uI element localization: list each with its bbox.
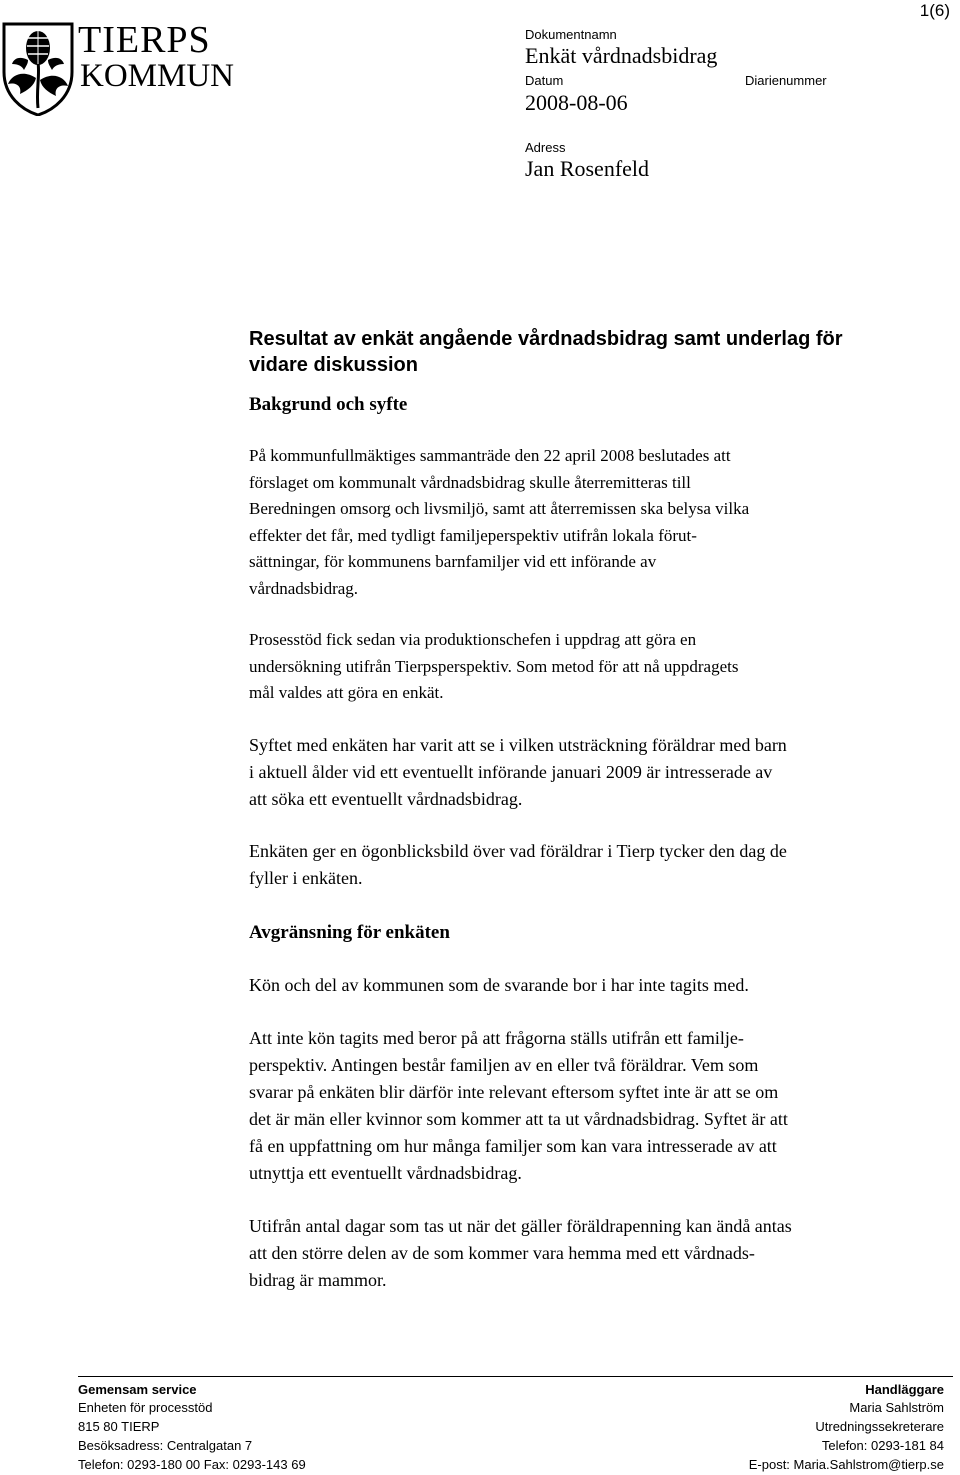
date-value: 2008-08-06 (525, 90, 628, 115)
paragraph-gender-area (249, 972, 954, 999)
footer-visiting-address: Besöksadress: Centralgatan 7 (78, 1438, 253, 1453)
footer-handler-email[interactable]: E-post: Maria.Sahlstrom@tierp.se (748, 1457, 944, 1472)
title-line: vidare diskussion (249, 354, 418, 376)
paragraph-parental-leave (249, 1213, 954, 1294)
coat-of-arms-icon (0, 20, 76, 116)
text-line: effekter det får, med tydligt familjeperspektiv utifrån lokala förut- (249, 525, 697, 545)
text-line: sättningar, för kommunens barnfamiljer vid ett införande av (249, 552, 657, 571)
address-label: Adress (525, 140, 566, 155)
logo-text-line2: KOMMUN (80, 58, 235, 94)
text-line: bidrag är mammor. (249, 1269, 387, 1290)
page-number: 1(6) (919, 1, 950, 20)
footer-org-name: Gemensam service (78, 1382, 197, 1397)
text-line: få en uppfattning om hur många familjer som kan vara intresserade av att (249, 1135, 777, 1156)
text-line: vårdnadsbidrag. (249, 578, 359, 598)
footer-unit: Enheten för processtöd (78, 1400, 213, 1415)
doc-name: Enkät vårdnadsbidrag (525, 43, 718, 68)
reg-number-label: Diarienummer (745, 73, 827, 88)
text-line: Utifrån antal dagar som tas ut när det gäller föräldrapenning kan ändå antas (249, 1215, 792, 1236)
text-line: fyller i enkäten. (249, 867, 363, 888)
footer-postal-address: 815 80 TIERP (78, 1419, 160, 1434)
text-line: utnyttja ett eventuellt vårdnadsbidrag. (249, 1162, 522, 1183)
text-line: Beredningen omsorg och livsmiljö, samt att återremissen ska belysa vilka (249, 499, 750, 518)
text-line: På kommunfullmäktiges sammanträde den 22 april 2008 beslutades att (249, 446, 731, 465)
address-value: Jan Rosenfeld (525, 156, 650, 181)
paragraph-process-support (249, 627, 954, 707)
text-line: att den större delen av de som kommer vara hemma med ett vårdnads- (249, 1242, 755, 1263)
text-line: svarar på enkäten blir därför inte relevant eftersom syftet inte är att se om (249, 1081, 779, 1102)
document-body (249, 326, 954, 1294)
text-line: att söka ett eventuellt vårdnadsbidrag. (249, 788, 523, 809)
text-line: mål valdes att göra en enkät. (249, 683, 444, 702)
text-line: Enkäten ger en ögonblicksbild över vad föräldrar i Tierp tycker den dag de (249, 840, 787, 861)
paragraph-snapshot (249, 838, 954, 892)
text-line: förslaget om kommunalt vårdnadsbidrag skulle återremitteras till (249, 472, 691, 492)
paragraph-background (249, 443, 954, 602)
footer-phone-fax: Telefon: 0293-180 00 Fax: 0293-143 69 (78, 1457, 306, 1472)
footer-handler-label: Handläggare (865, 1382, 944, 1397)
footer-handler-title: Utredningssekreterare (815, 1419, 944, 1434)
section-heading-background: Bakgrund och syfte (249, 394, 408, 415)
text-line: Prosesstöd fick sedan via produktionschefen i uppdrag att göra en (249, 630, 697, 649)
paragraph-purpose (249, 732, 954, 813)
doc-name-label: Dokumentnamn (525, 27, 617, 42)
date-label: Datum (525, 73, 564, 88)
title-line: Resultat av enkät angående vårdnadsbidrag samt underlag för (249, 328, 843, 350)
section-heading-delimitation: Avgränsning för enkäten (249, 921, 450, 943)
text-line: Kön och del av kommunen som de svarande bor i har inte tagits med. (249, 974, 749, 995)
document-title (249, 326, 954, 378)
logo-text-line1: TIERPS (78, 19, 211, 61)
text-line: Syftet med enkäten har varit att se i vilken utsträckning föräldrar med barn (249, 734, 787, 755)
footer-handler-name: Maria Sahlström (849, 1400, 944, 1415)
text-line: i aktuell ålder vid ett eventuellt införande januari 2009 är intresserade av (249, 761, 773, 782)
text-line: det är män eller kvinnor som kommer att ta ut vårdnadsbidrag. Syftet är att (249, 1108, 788, 1129)
footer-handler-phone: Telefon: 0293-181 84 (821, 1438, 944, 1453)
text-line: perspektiv. Antingen består familjen av en eller två föräldrar. Vem som (249, 1054, 759, 1075)
footer-divider (78, 1376, 953, 1377)
text-line: Att inte kön tagits med beror på att frågorna ställs utifrån ett familje- (249, 1027, 744, 1048)
municipality-logo (0, 19, 235, 120)
text-line: undersökning utifrån Tierpsperspektiv. Som metod för att nå uppdragets (249, 656, 739, 676)
paragraph-family-perspective (249, 1025, 954, 1187)
